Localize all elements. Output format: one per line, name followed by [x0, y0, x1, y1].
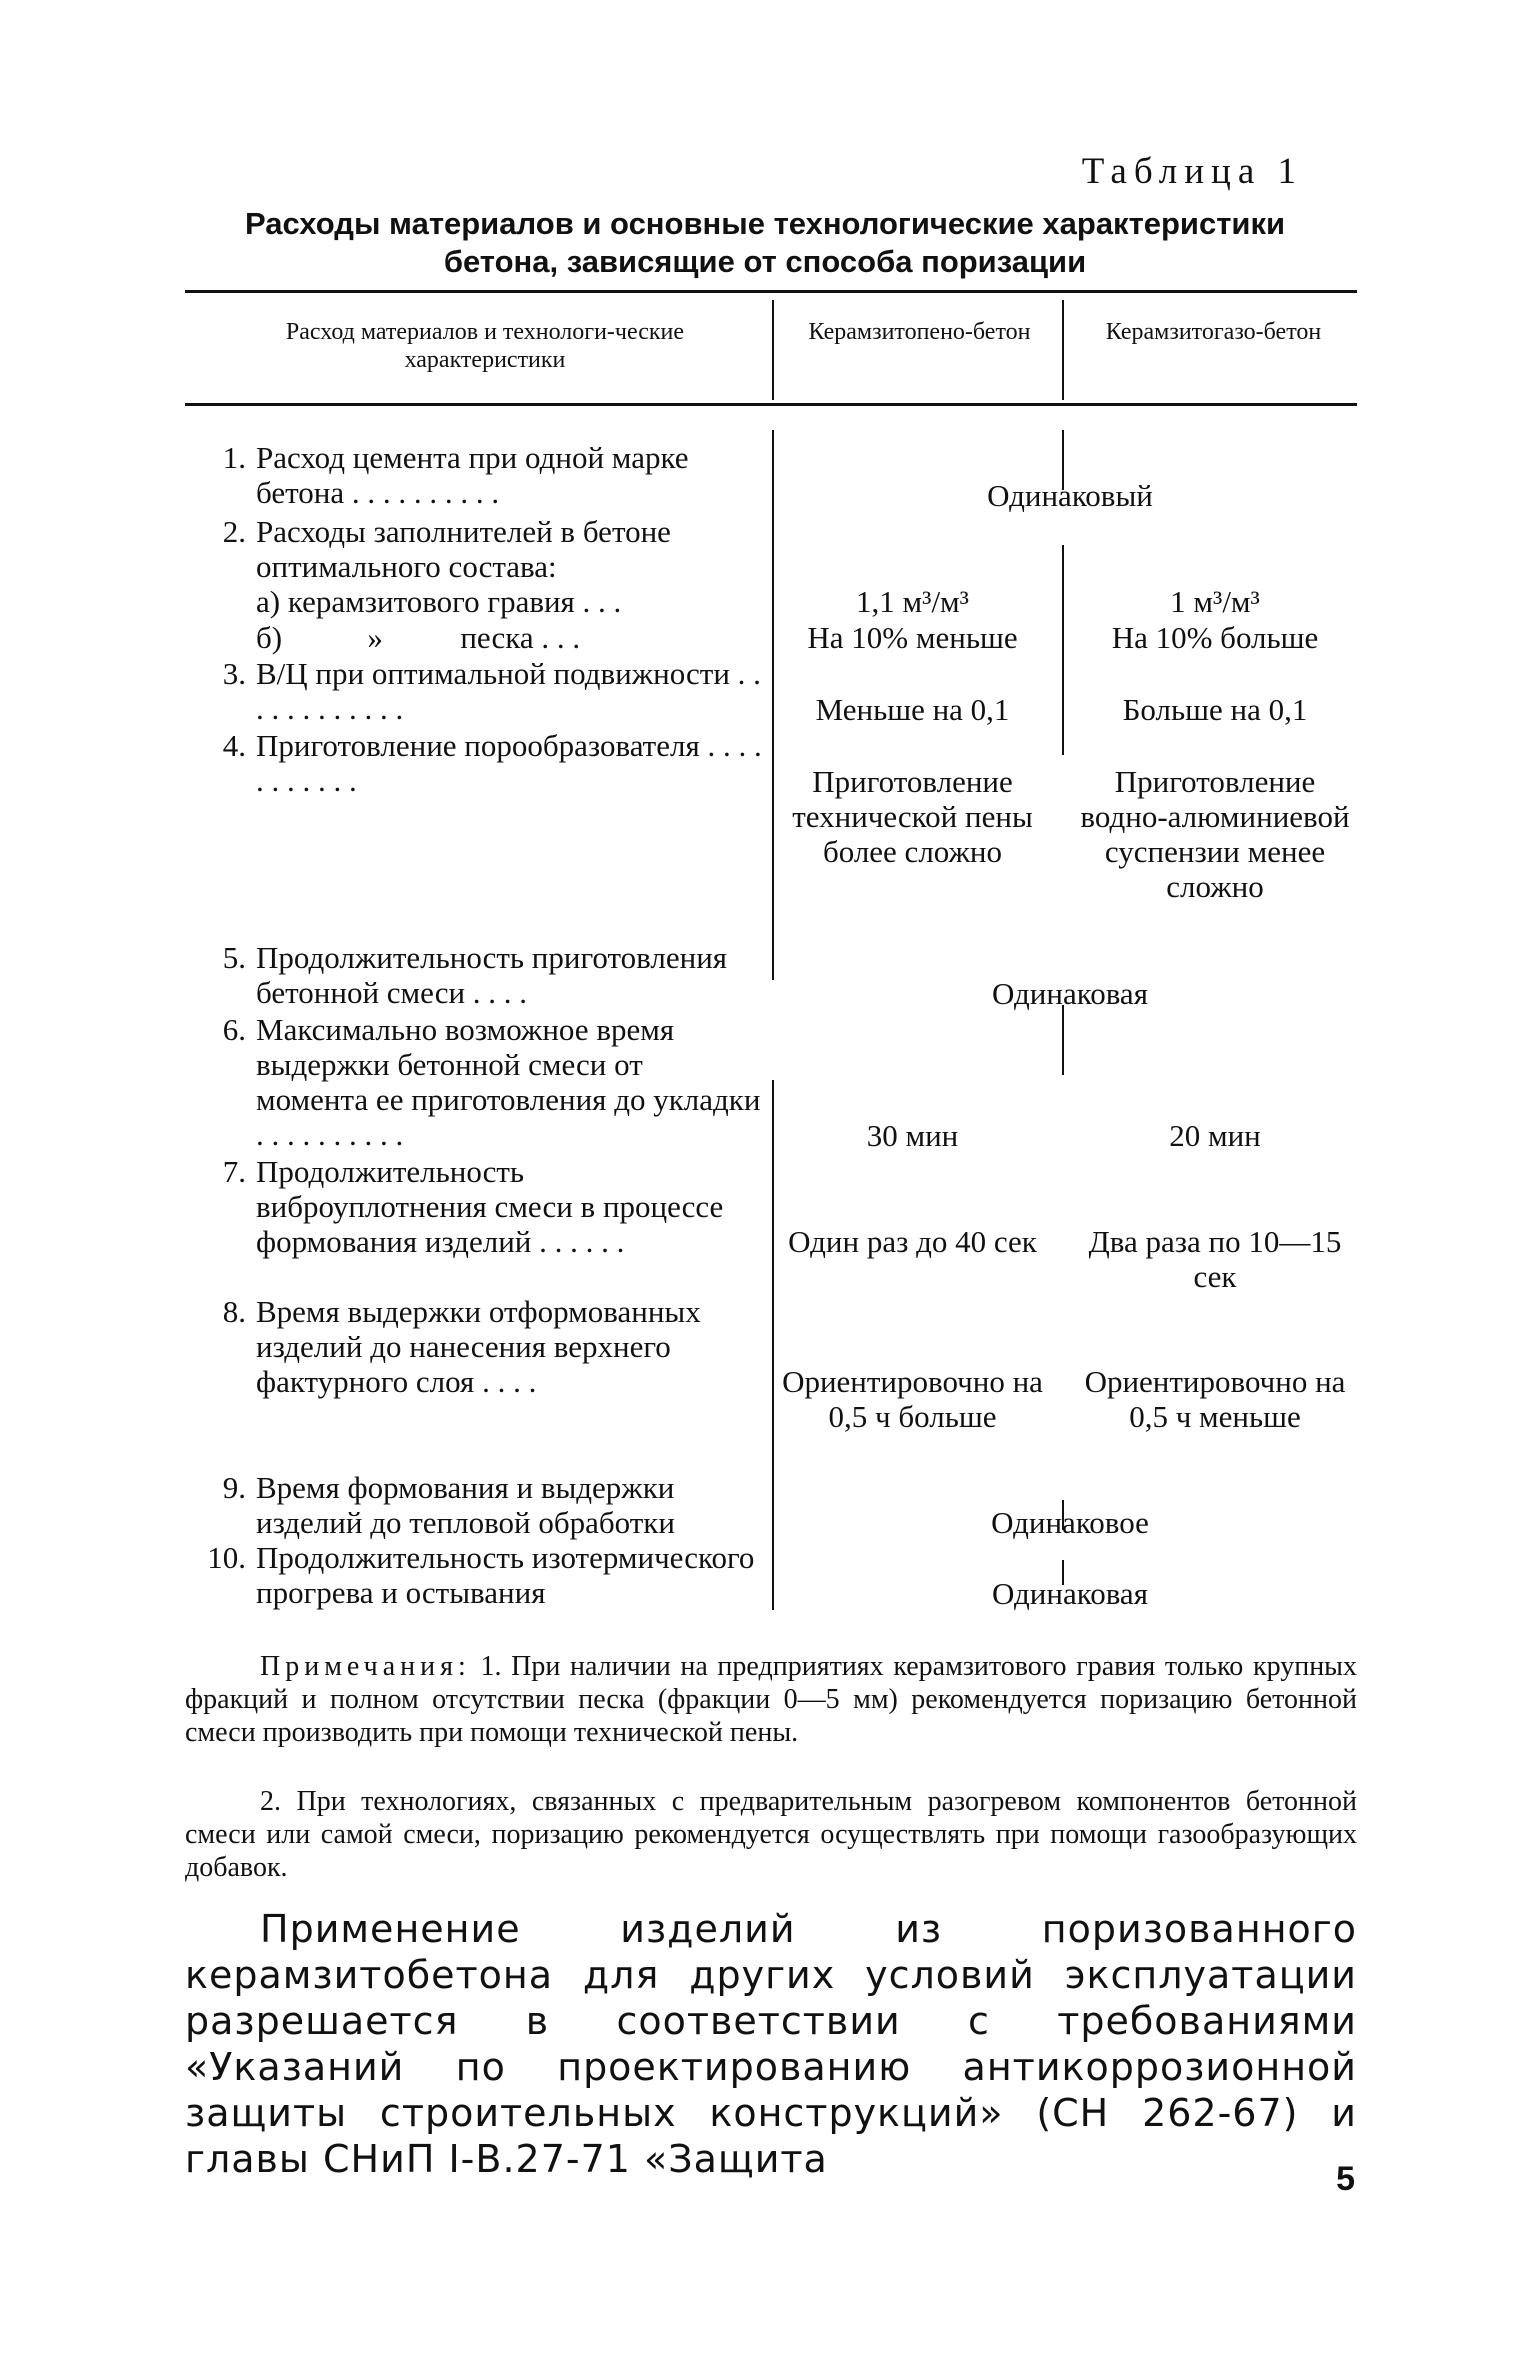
row-9-text: Время формования и выдержки изделий до тепловой обработки — [256, 1470, 675, 1540]
row-10-number: 10. — [207, 1540, 246, 1575]
row-7-col2: Два раза по 10—15 сек — [1088, 1224, 1342, 1294]
header-divider-1 — [772, 300, 774, 400]
page-number: 5 — [1336, 2160, 1355, 2198]
row-6-col2: 20 мин — [1169, 1118, 1261, 1153]
row-3-number: 3. — [222, 656, 246, 691]
row-1-value: Одинаковый — [987, 478, 1153, 513]
row-4-text: Приготовление порообразователя . . . . . . . . . . . — [256, 728, 762, 798]
row-2-text: Расходы заполнителей в бетоне оптимального состава: — [256, 514, 671, 584]
row-7-number: 7. — [222, 1154, 246, 1189]
row-8-text: Время выдержки отформованных изделий до нанесения верхнего фактурного слоя . . . . — [256, 1294, 701, 1399]
row-7-text: Продолжительность виброуплотнения смеси в процессе формования изделий . . . . . . — [256, 1154, 724, 1259]
row-2a-col1: 1,1 м³/м³ — [856, 584, 969, 619]
row-5-text: Продолжительность приготовления бетонной смеси . . . . — [256, 940, 728, 1010]
body-divider-1b — [772, 1080, 774, 1610]
row-6-text: Максимально возможное время выдержки бетонной смеси от момента ее приготовления до укладки . . . . . . . . . . — [256, 1012, 761, 1152]
notes-label: Примечания: — [260, 1651, 471, 1682]
header-col-0: Расход материалов и технологи-ческие характеристики — [285, 319, 685, 373]
table-top-rule — [185, 290, 1357, 293]
row-2b-col1: На 10% меньше — [807, 620, 1018, 655]
row-8-col2: Ориентировочно на 0,5 ч меньше — [1084, 1364, 1346, 1434]
body-divider-2c — [1062, 1005, 1064, 1075]
body-paragraph: Применение изделий из поризованного керамзитобетона для других условий эксплуатации разрешается в соответствии с требованиями «Указаний по проектированию антикоррозионной защиты строительных конструкций» (СН 262-67) и главы СНиП I-В.27-71 «Защита — [185, 1907, 1357, 2181]
row-2b-col2: На 10% больше — [1111, 620, 1319, 655]
row-9-number: 9. — [222, 1470, 246, 1505]
header-col-1: Керамзитопено-бетон — [808, 319, 1031, 345]
body-divider-1c — [772, 1560, 774, 1610]
row-2a-text: а) керамзитового гравия . . . — [256, 584, 622, 619]
row-3-col2: Больше на 0,1 — [1122, 692, 1308, 727]
note-1-text: 1. При наличии на предприятиях керамзитового гравия только крупных фракций и полном отсутствии песка (фракции 0—5 мм) рекомендуется поризацию бетонной смеси производить при помощи технической пены. — [185, 1651, 1357, 1748]
row-3-col1: Меньше на 0,1 — [815, 692, 1010, 727]
row-8-col1: Ориентировочно на 0,5 ч больше — [782, 1364, 1043, 1434]
row-9-value: Одинаковое — [991, 1505, 1149, 1540]
row-6-number: 6. — [222, 1012, 246, 1047]
body-divider-1a — [772, 430, 774, 980]
table-title: Расходы материалов и основные технологические характеристики бетона, зависящие от способа поризации — [244, 206, 1286, 279]
row-2a-col2: 1 м³/м³ — [1170, 584, 1260, 619]
row-5-value: Одинаковая — [992, 976, 1148, 1011]
header-divider-2 — [1062, 300, 1064, 400]
note-1 — [185, 1650, 1357, 1749]
row-4-number: 4. — [222, 728, 246, 763]
row-2-number: 2. — [222, 514, 246, 549]
row-3-text: В/Ц при оптимальной подвижности . . . . . . . . . . . . — [256, 656, 761, 726]
body-divider-2b — [1062, 545, 1064, 755]
row-2b-text: б) » песка . . . — [256, 620, 581, 655]
row-4-col2: Приготовление водно-алюминиевой суспензии менее сложно — [1080, 764, 1350, 904]
row-1-text: Расход цемента при одной марке бетона . . . . . . . . . . — [256, 440, 689, 510]
row-5-number: 5. — [222, 940, 246, 975]
header-col-2: Керамзитогазо-бетон — [1105, 319, 1322, 345]
row-8-number: 8. — [222, 1294, 246, 1329]
table-header-rule — [185, 403, 1357, 406]
row-10-text: Продолжительность изотермического прогрева и остывания — [256, 1540, 755, 1610]
row-4-col1: Приготовление технической пены более сложно — [792, 764, 1033, 869]
row-6-col1: 30 мин — [866, 1118, 959, 1153]
row-10-value: Одинаковая — [992, 1576, 1148, 1611]
row-7-col1: Один раз до 40 сек — [788, 1224, 1037, 1259]
note-2: 2. При технологиях, связанных с предварительным разогревом компонентов бетонной смеси или самой смеси, поризацию рекомендуется осуществлять при помощи газообразующих добавок. — [185, 1786, 1357, 1883]
table-label: Таблица 1 — [1081, 151, 1303, 192]
row-1-number: 1. — [222, 440, 246, 475]
